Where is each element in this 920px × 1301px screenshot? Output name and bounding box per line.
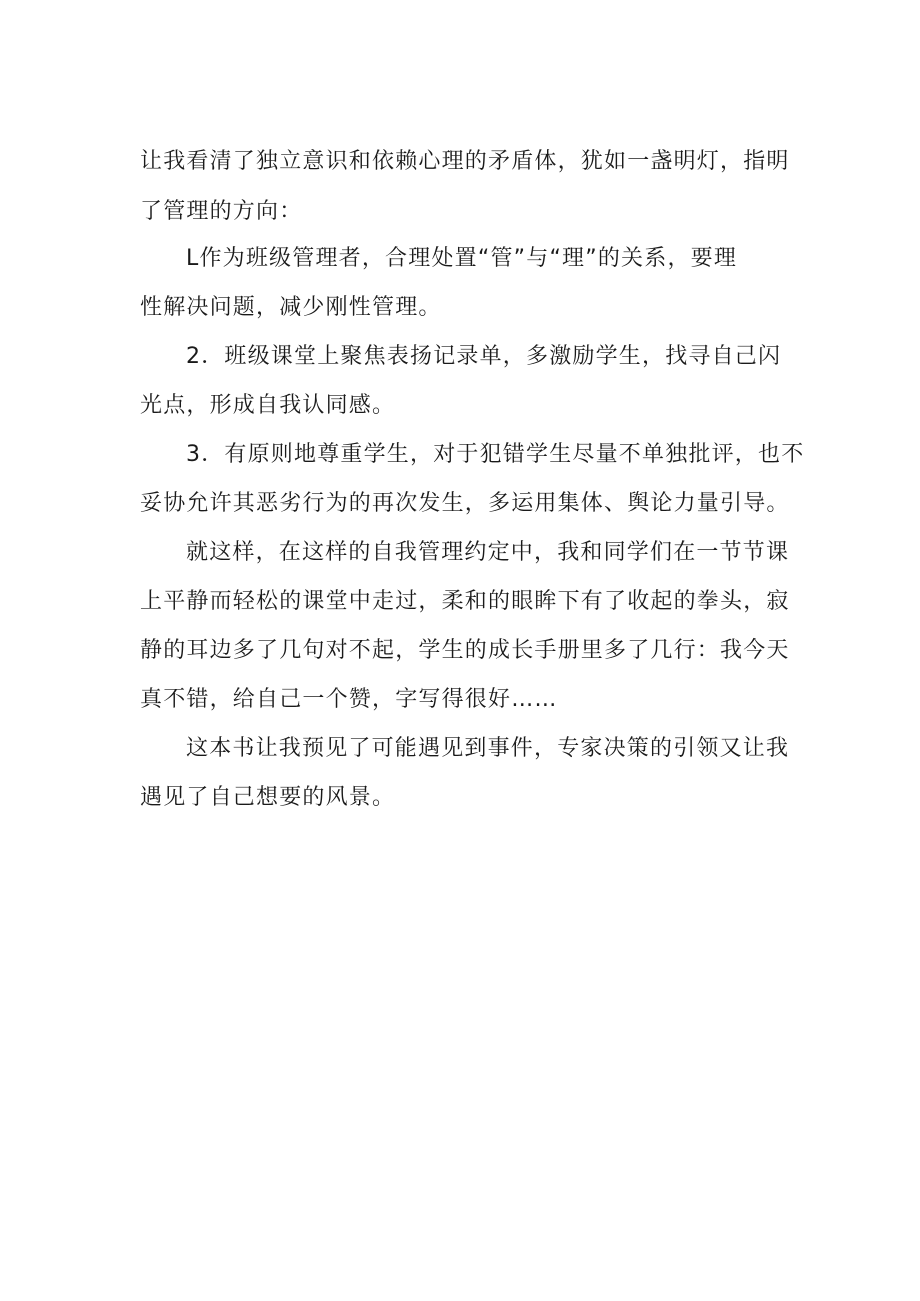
text-line-12: 真不错，给自己一个赞，字写得很好…… [140,687,558,712]
text-line-3: L作为班级管理者，合理处置“管”与“理”的关系，要理 [186,246,738,271]
text-line-4: 性解决问题，减少刚性管理。 [140,295,442,320]
text-line-10: 上平静而轻松的课堂中走过，柔和的眼眸下有了收起的拳头，寂 [140,589,790,614]
text-line-1: 让我看清了独立意识和依赖心理的矛盾体，犹如一盏明灯，指明 [140,149,790,174]
text-line-14: 遇见了自己想要的风景。 [140,785,396,810]
text-line-8: 妥协允许其恶劣行为的再次发生，多运用集体、舆论力量引导。 [140,491,790,516]
text-line-6: 光点，形成自我认同感。 [140,393,396,418]
text-line-7: 3．有原则地尊重学生，对于犯错学生尽量不单独批评，也不 [186,442,805,467]
text-line-9: 就这样，在这样的自我管理约定中，我和同学们在一节节课 [186,540,790,565]
text-line-11: 静的耳边多了几句对不起，学生的成长手册里多了几行：我今天 [140,638,790,663]
text-line-13: 这本书让我预见了可能遇见到事件，专家决策的引领又让我 [186,736,790,761]
text-line-5: 2．班级课堂上聚焦表扬记录单，多激励学生，找寻自己闪 [186,344,782,369]
text-line-2: 了管理的方向： [140,199,303,224]
